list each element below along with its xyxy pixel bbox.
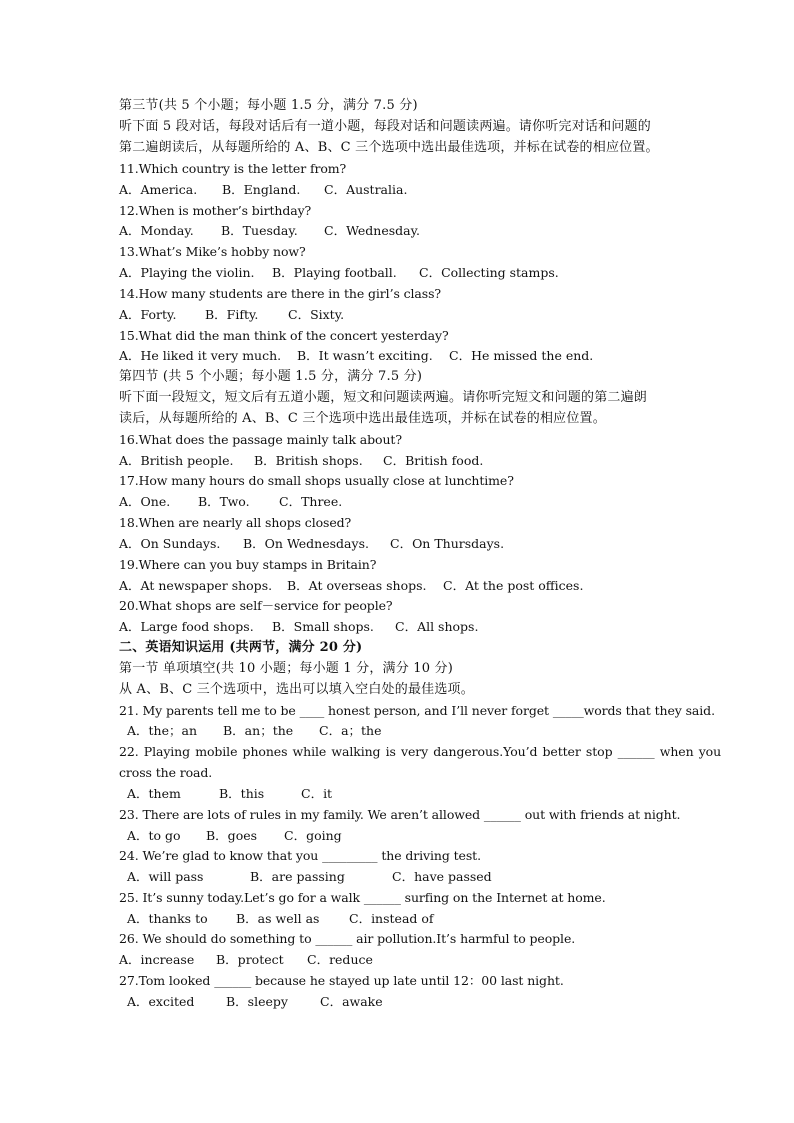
option-a: A．Playing the violin. bbox=[119, 265, 255, 280]
option-c: C．All shops. bbox=[395, 619, 479, 634]
option-c: C．instead of bbox=[349, 911, 434, 926]
option-a: A．One. bbox=[119, 494, 171, 509]
option-c: C．it bbox=[301, 786, 333, 801]
section3-heading: 第三节(共 5 个小题；每小题 1.5 分，满分 7.5 分) bbox=[119, 98, 418, 113]
option-b: B．sleepy bbox=[226, 994, 288, 1009]
option-b: B．England. bbox=[222, 182, 301, 197]
option-a: A．Forty. bbox=[119, 307, 177, 322]
question-23: 23. There are lots of rules in my family. We aren’t allowed ______ out with friends at night. bbox=[119, 807, 681, 822]
question-21: 21. My parents tell me to be ____ honest person, and I’ll never forget _____words that they said. bbox=[119, 703, 715, 718]
option-c: C．a；the bbox=[319, 723, 382, 738]
question-22-line1: 22. Playing mobile phones while walking is very dangerous.You’d better stop ______ when you bbox=[119, 744, 722, 759]
option-c: C．Collecting stamps. bbox=[419, 265, 559, 280]
option-a: A．will pass bbox=[127, 869, 204, 884]
option-a: A．the；an bbox=[127, 723, 198, 738]
option-c: C．Three. bbox=[279, 494, 343, 509]
option-b: B．this bbox=[219, 786, 265, 801]
option-b: B．Fifty. bbox=[205, 307, 259, 322]
option-a: A．to go bbox=[127, 828, 181, 843]
question-27-options bbox=[127, 993, 383, 1083]
option-c: C．Australia. bbox=[324, 182, 408, 197]
option-b: B．At overseas shops. bbox=[287, 578, 427, 593]
option-c: C．awake bbox=[320, 994, 383, 1009]
option-a: A．increase bbox=[119, 952, 195, 967]
question-18: 18.When are nearly all shops closed? bbox=[119, 515, 352, 530]
option-b: B．Small shops. bbox=[272, 619, 374, 634]
option-a: A．excited bbox=[127, 994, 195, 1009]
section4-heading: 第四节 (共 5 个小题；每小题 1.5 分，满分 7.5 分) bbox=[119, 369, 423, 384]
question-27: 27.Tom looked ______ because he stayed up late until 12：00 last night. bbox=[119, 973, 564, 988]
option-b: B．On Wednesdays. bbox=[243, 536, 369, 551]
option-b: B．Playing football. bbox=[272, 265, 397, 280]
option-a: A．At newspaper shops. bbox=[119, 578, 273, 593]
option-c: C．Sixty. bbox=[288, 307, 345, 322]
question-12: 12.When is mother’s birthday? bbox=[119, 203, 312, 218]
question-24: 24. We’re glad to know that you _________ the driving test. bbox=[119, 848, 481, 863]
option-c: C．British food. bbox=[383, 453, 484, 468]
option-b: B．protect bbox=[216, 952, 284, 967]
option-b: B．Two. bbox=[198, 494, 250, 509]
option-a: A．Large food shops. bbox=[119, 619, 254, 634]
question-22-line2: cross the road. bbox=[119, 765, 213, 780]
option-a: A．them bbox=[127, 786, 181, 801]
option-a: A．thanks to bbox=[127, 911, 208, 926]
question-25: 25. It’s sunny today.Let’s go for a walk ______ surfing on the Internet at home. bbox=[119, 890, 606, 905]
section3-instruction-line2: 第二遍朗读后，从每题所给的 A、B、C 三个选项中选出最佳选项，并标在试卷的相应位置。 bbox=[119, 140, 659, 155]
part2-instruction: 从 A、B、C 三个选项中，选出可以填入空白处的最佳选项。 bbox=[119, 682, 474, 697]
option-c: C．He missed the end. bbox=[449, 348, 594, 363]
question-19: 19.Where can you buy stamps in Britain? bbox=[119, 557, 377, 572]
option-c: C．reduce bbox=[307, 952, 373, 967]
option-c: C．have passed bbox=[392, 869, 492, 884]
option-c: C．At the post offices. bbox=[443, 578, 584, 593]
option-a: A．America. bbox=[119, 182, 198, 197]
question-14: 14.How many students are there in the girl’s class? bbox=[119, 286, 442, 301]
part2-heading: 二、英语知识运用 (共两节，满分 20 分) bbox=[119, 640, 363, 655]
option-b: B．Tuesday. bbox=[221, 223, 298, 238]
option-a: A．He liked it very much. bbox=[119, 348, 282, 363]
section3-instruction-line1: 听下面 5 段对话，每段对话后有一道小题，每段对话和问题读两遍。请你听完对话和问题的 bbox=[119, 119, 651, 134]
option-c: C．going bbox=[284, 828, 342, 843]
question-15: 15.What did the man think of the concert yesterday? bbox=[119, 328, 449, 343]
option-c: C．Wednesday. bbox=[324, 223, 420, 238]
section4-instruction-line1: 听下面一段短文，短文后有五道小题，短文和问题读两遍。请你听完短文和问题的第二遍朗 bbox=[119, 390, 648, 405]
option-b: B．an；the bbox=[223, 723, 294, 738]
option-b: B．are passing bbox=[250, 869, 345, 884]
option-b: B．goes bbox=[206, 828, 258, 843]
option-c: C．On Thursdays. bbox=[390, 536, 505, 551]
option-b: B．British shops. bbox=[254, 453, 363, 468]
option-b: B．It wasn’t exciting. bbox=[297, 348, 433, 363]
question-26: 26. We should do something to ______ air pollution.It’s harmful to people. bbox=[119, 931, 576, 946]
option-b: B．as well as bbox=[236, 911, 320, 926]
part2-subheading: 第一节 单项填空(共 10 小题；每小题 1 分，满分 10 分) bbox=[119, 661, 454, 676]
option-a: A．On Sundays. bbox=[119, 536, 221, 551]
question-13: 13.What’s Mike’s hobby now? bbox=[119, 244, 306, 259]
option-a: A．Monday. bbox=[119, 223, 194, 238]
section4-instruction-line2: 读后，从每题所给的 A、B、C 三个选项中选出最佳选项，并标在试卷的相应位置。 bbox=[119, 411, 606, 426]
option-a: A．British people. bbox=[119, 453, 234, 468]
question-11: 11.Which country is the letter from? bbox=[119, 161, 347, 176]
question-16: 16.What does the passage mainly talk about? bbox=[119, 432, 402, 447]
question-20: 20.What shops are self－service for people? bbox=[119, 598, 393, 613]
question-17: 17.How many hours do small shops usually close at lunchtime? bbox=[119, 473, 514, 488]
